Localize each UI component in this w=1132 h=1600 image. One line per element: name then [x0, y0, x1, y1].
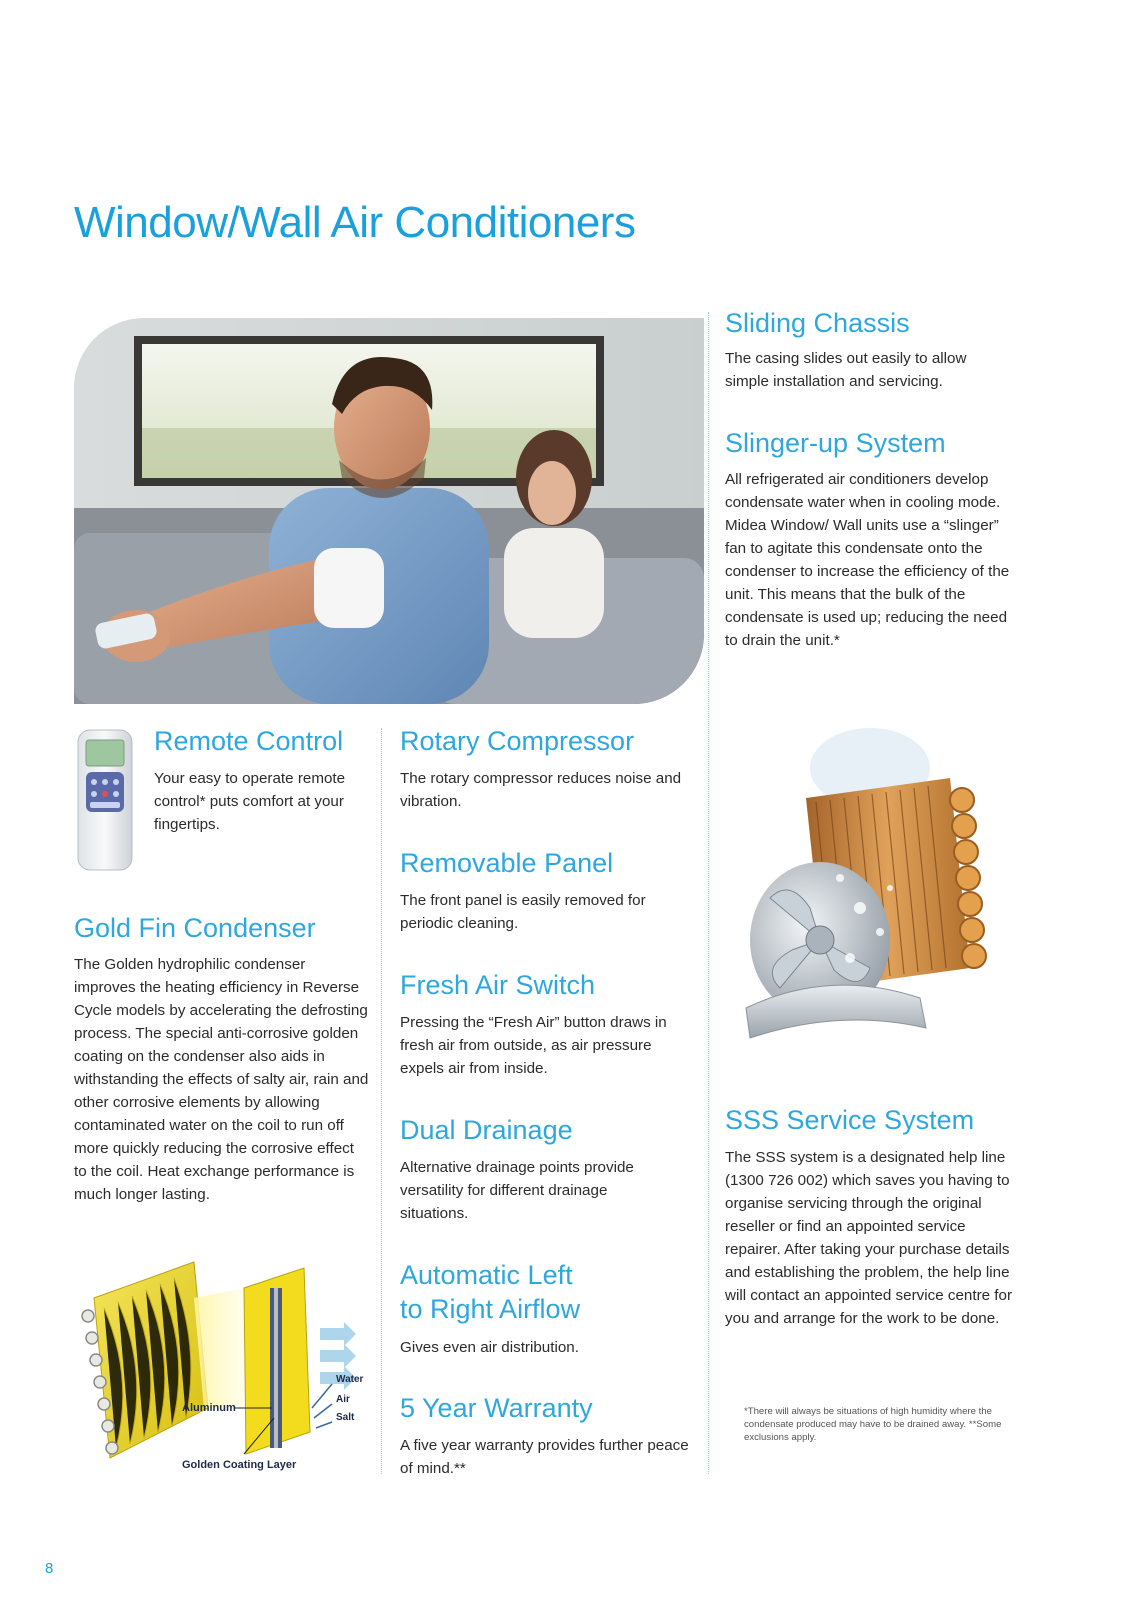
auto-airflow-heading-line2: to Right Airflow [400, 1294, 581, 1324]
sliding-chassis-text: The casing slides out easily to allow simple installation and servicing. [725, 350, 967, 390]
slinger-fan-coil-illustration [730, 718, 1010, 1078]
man-with-remote-control-photo [74, 318, 704, 704]
water-label: Water [336, 1374, 364, 1385]
dual-drainage-text: Alternative drainage points provide versatility for different drainage situations. [400, 1159, 634, 1222]
gold-fin-condenser-diagram [74, 1258, 374, 1488]
warranty-text: A five year warranty provides further peace of mind.** [400, 1437, 689, 1477]
golden-coating-label: Golden Coating Layer [182, 1459, 297, 1471]
aluminum-label: Aluminum [182, 1402, 236, 1414]
gold-fin-text: The Golden hydrophilic condenser improves the heating efficiency in Reverse Cycle models by accelerating the defrosting process. The special anti-corrosive golden coating on the condenser also aids in withstanding the effects of salty air, rain and other corrosive elements by allowing contaminated water on the coil to run off more quickly reducing the corrosive effect to the coil. Heat exchange performance is much longer lasting. [74, 956, 369, 1203]
column-divider-right [708, 312, 709, 1474]
page-title: Window/Wall Air Conditioners [74, 198, 636, 247]
removable-panel-heading: Removable Panel [400, 848, 614, 878]
fresh-air-text: Pressing the “Fresh Air” button draws in fresh air from outside, as air pressure expels air from inside. [400, 1014, 667, 1077]
slinger-up-text: All refrigerated air conditioners develop condensate water when in cooling mode. Midea Window/ Wall units use a “slinger” fan to agitate this condensate onto the condenser to increase the efficiency of the unit. This means that the bulk of the condensate is used up; reducing the need to drain the unit.* [725, 471, 1010, 649]
auto-airflow-heading-line1: Automatic Left [400, 1260, 573, 1290]
removable-panel-text: The front panel is easily removed for periodic cleaning. [400, 892, 646, 932]
remote-control-photo [76, 728, 134, 872]
rotary-compressor-heading: Rotary Compressor [400, 726, 635, 756]
fresh-air-heading: Fresh Air Switch [400, 970, 596, 1000]
sss-heading: SSS Service System [725, 1105, 975, 1135]
dual-drainage-heading: Dual Drainage [400, 1115, 573, 1145]
warranty-heading: 5 Year Warranty [400, 1393, 593, 1423]
sss-text: The SSS system is a designated help line (1300 726 002) which saves you having to organise servicing through the original reseller or find an appointed service repairer. After taking your purchase details and establishing the problem, the help line will contact an appointed service centre for you and arrange for the work to be done. [725, 1149, 1013, 1327]
rotary-compressor-text: The rotary compressor reduces noise and vibration. [400, 770, 682, 810]
gold-fin-heading: Gold Fin Condenser [74, 913, 316, 943]
auto-airflow-text: Gives even air distribution. [400, 1339, 579, 1356]
slinger-up-heading: Slinger-up System [725, 428, 946, 458]
salt-label: Salt [336, 1412, 355, 1423]
page-number: 8 [45, 1560, 54, 1577]
remote-control-text: Your easy to operate remote control* puts comfort at your fingertips. [154, 770, 346, 833]
air-label: Air [336, 1394, 350, 1405]
remote-control-heading: Remote Control [154, 726, 344, 756]
sliding-chassis-heading: Sliding Chassis [725, 308, 910, 338]
column-divider-middle [381, 728, 382, 1474]
footnote: *There will always be situations of high humidity where the condensate produced may have to be drained away. **Some exclusions apply. [744, 1406, 1002, 1443]
